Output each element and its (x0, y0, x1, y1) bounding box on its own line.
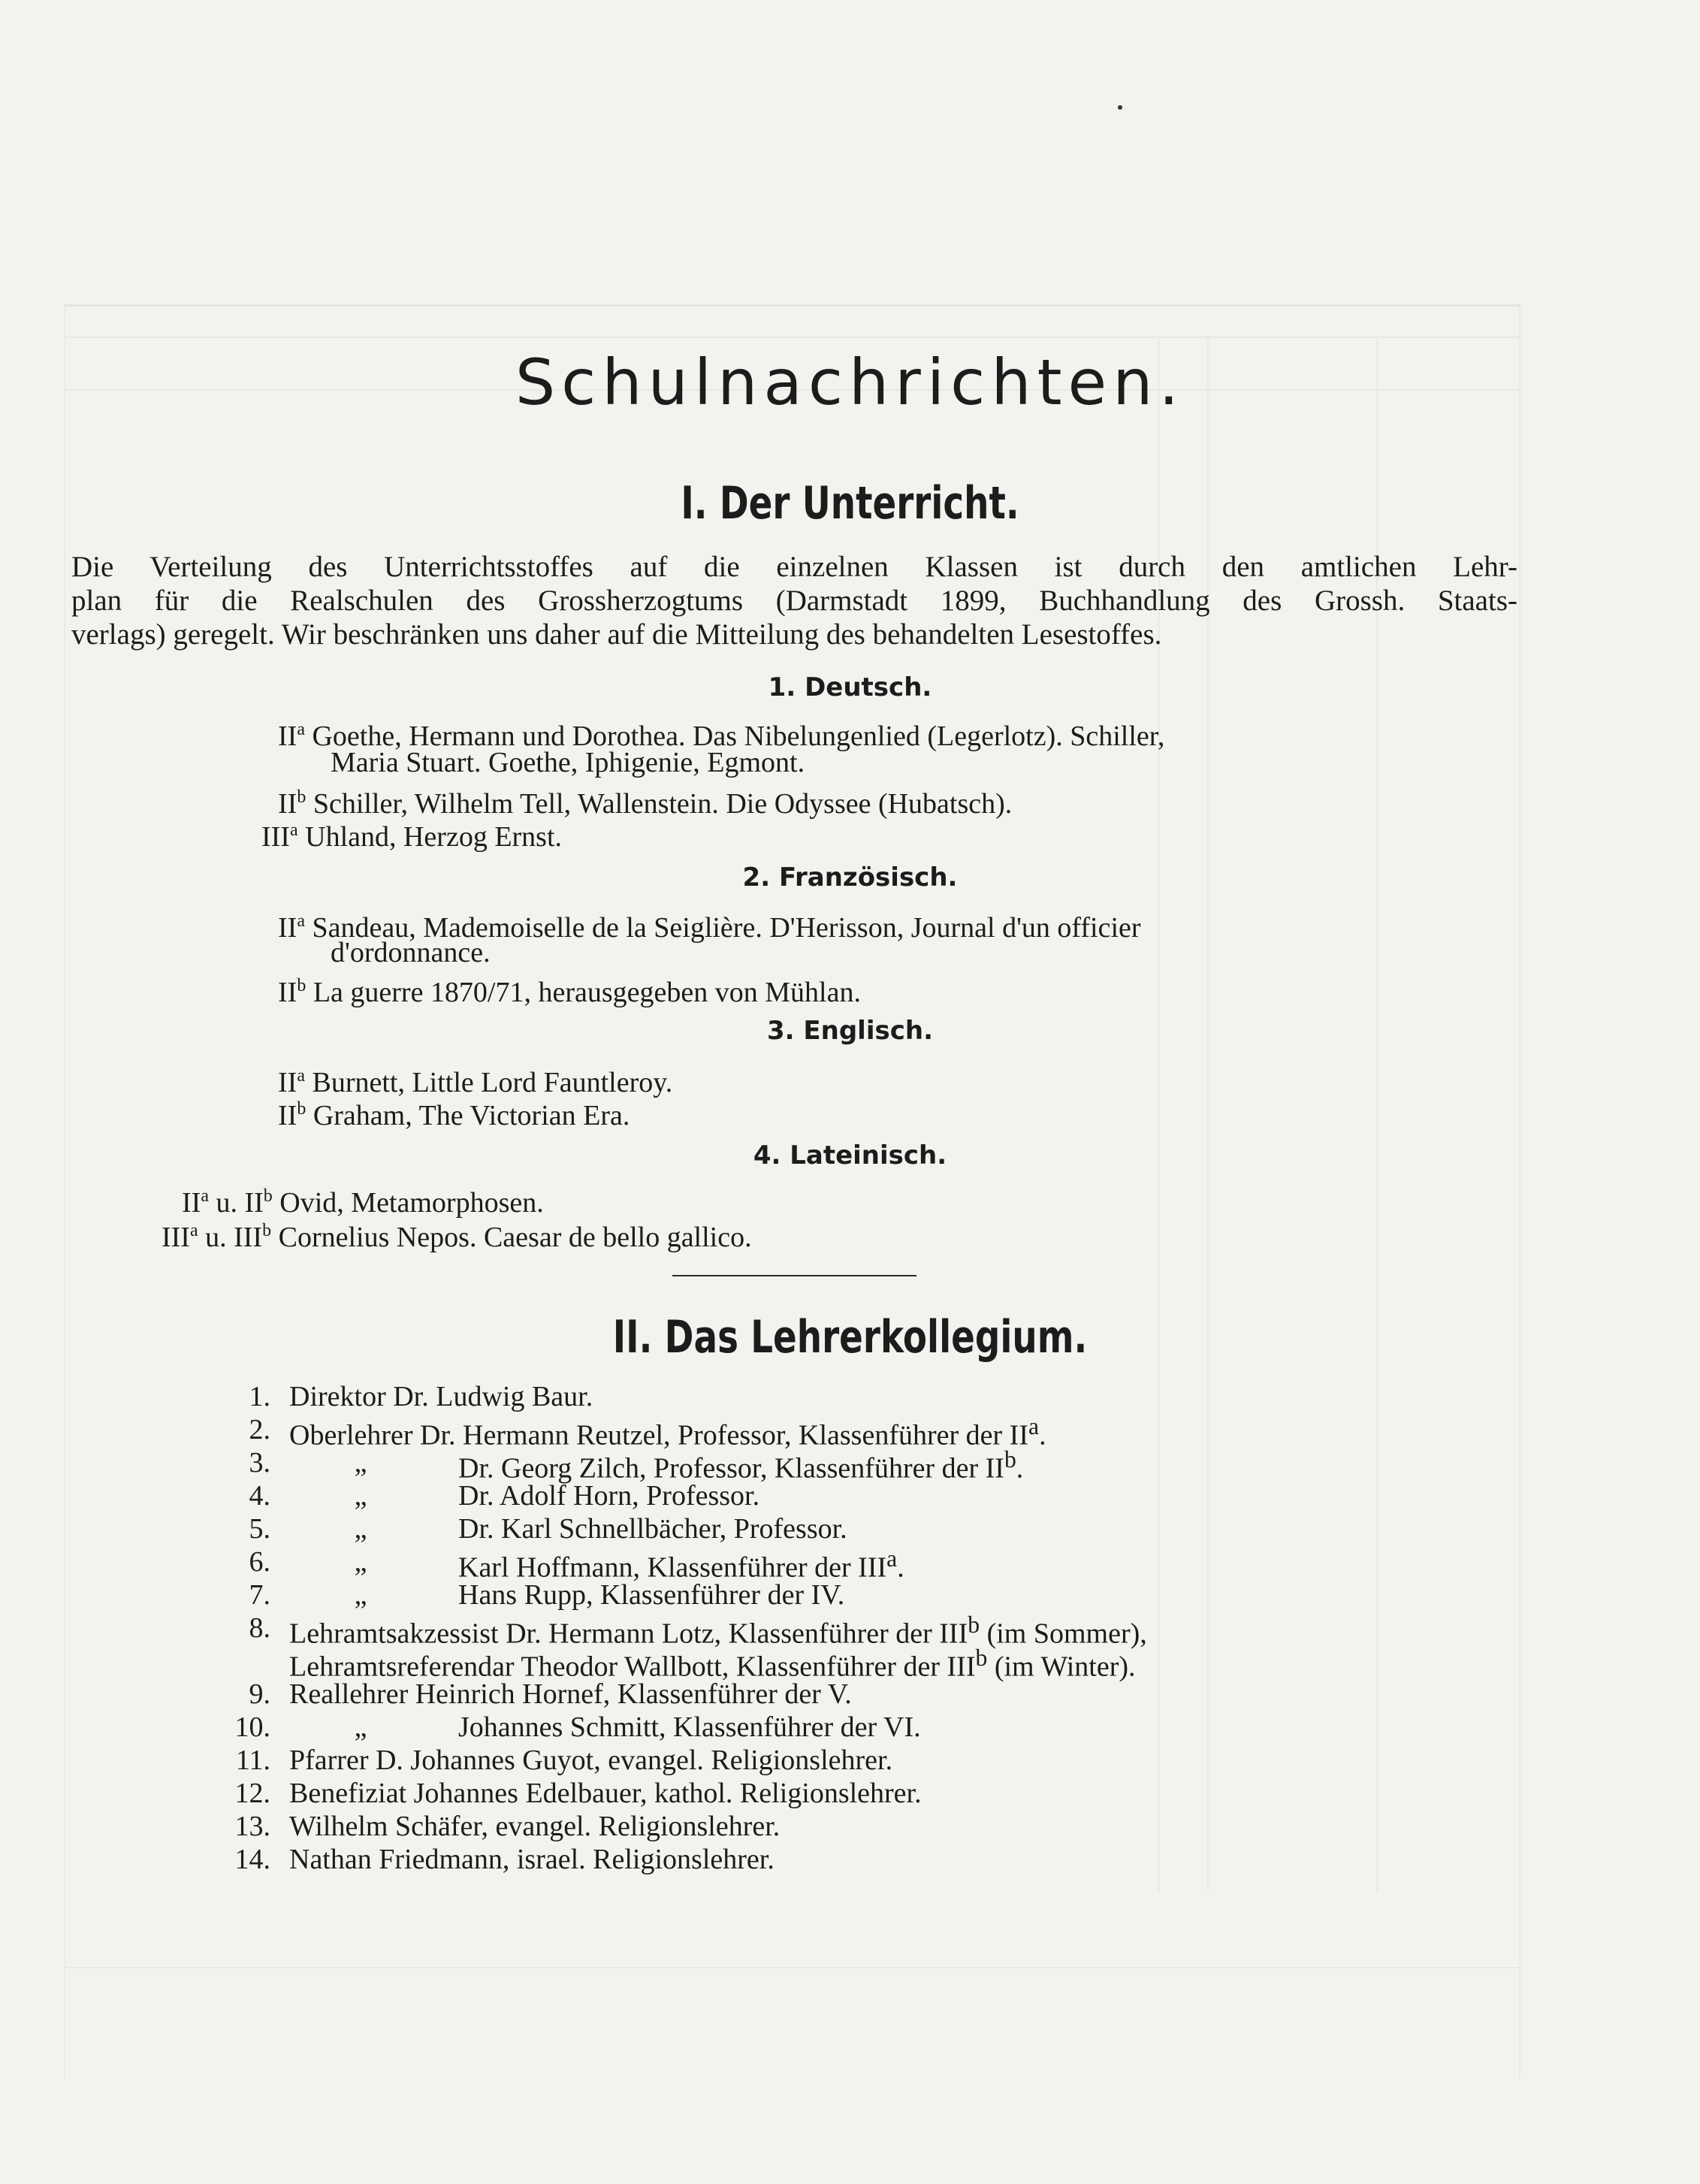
class-label: III$^b$ (234, 1221, 272, 1253)
staff-text: Dr. Adolf Horn, Professor. (458, 1480, 760, 1512)
ditto-mark: „ (354, 1546, 367, 1578)
staff-number: 3. (249, 1447, 270, 1479)
ditto-mark: „ (354, 1447, 367, 1479)
subject-heading-lateinisch: 4. Lateinisch. (753, 1140, 947, 1171)
ditto-mark: „ (354, 1711, 367, 1743)
subject-heading-franzoesisch: 2. Französisch. (742, 862, 958, 893)
entry-text: La guerre 1870/71, herausgegeben von Mühlan. (313, 977, 861, 1008)
staff-number: 13. (234, 1811, 270, 1842)
section-heading-unterricht: I. Der Unterricht. (681, 477, 1019, 530)
staff-text: Dr. Georg Zilch, Professor, Klassenführer der $II^b$. (458, 1446, 1024, 1485)
class-label: $II^a$ (278, 1066, 305, 1098)
staff-number: 1. (249, 1381, 270, 1412)
staff-text-continuation: Lehramtsreferendar Theodor Wallbott, Klassenführer der III$^b$ (im Winter). (289, 1645, 1136, 1683)
entry-text: Cornelius Nepos. Caesar de bello gallico. (278, 1222, 752, 1253)
staff-number: 2. (249, 1414, 270, 1445)
staff-text: Nathan Friedmann, israel. Religionslehrer. (289, 1844, 775, 1875)
ditto-mark: „ (354, 1480, 367, 1512)
intro-line: plan für die Realschulen des Grossherzogtums (Darmstadt 1899, Buchhandlung des Grossh. Staats- (71, 585, 1517, 617)
staff-text: Lehramtsakzessist Dr. Hermann Lotz, Klassenführer der III$^b$ (im Sommer), (289, 1612, 1147, 1650)
ditto-mark: „ (354, 1579, 367, 1611)
page-title: Schulnachrichten. (515, 346, 1185, 419)
staff-text: Reallehrer Heinrich Hornef, Klassenführer der V. (289, 1678, 852, 1710)
staff-text: Johannes Schmitt, Klassenführer der VI. (458, 1711, 921, 1743)
reading-entry-continuation: d'ordonnance. (331, 937, 491, 968)
class-label: $II^b$ (278, 1099, 306, 1131)
staff-number: 6. (249, 1546, 270, 1578)
staff-number: 4. (249, 1480, 270, 1512)
class-label: III$^a$ (261, 820, 298, 853)
staff-text: Direktor Dr. Ludwig Baur. (289, 1381, 593, 1412)
staff-text: Hans Rupp, Klassenführer der IV. (458, 1579, 845, 1611)
staff-text: Benefiziat Johannes Edelbauer, kathol. Religionslehrer. (289, 1778, 922, 1809)
reading-entry-continuation: Maria Stuart. Goethe, Iphigenie, Egmont. (331, 747, 805, 778)
class-label: $II^a$ (278, 911, 305, 944)
staff-number: 5. (249, 1513, 270, 1545)
class-label: $II^b$ (278, 787, 306, 820)
staff-number: 10. (234, 1711, 270, 1743)
staff-number: 7. (249, 1579, 270, 1611)
reading-entry (278, 1092, 630, 1132)
ink-speck (1118, 105, 1122, 110)
subject-heading-englisch: 3. Englisch. (767, 1016, 933, 1046)
reading-entry: III$^a$ u. III$^b$ Cornelius Nepos. Caesar de bello gallico. (162, 1221, 752, 1253)
entry-text: Graham, The Victorian Era. (313, 1100, 630, 1131)
staff-text: Wilhelm Schäfer, evangel. Religionslehrer. (289, 1811, 781, 1842)
staff-text: Dr. Karl Schnellbächer, Professor. (458, 1513, 847, 1545)
class-label: $II^a$ (182, 1186, 209, 1219)
ditto-mark: „ (354, 1513, 367, 1545)
intro-line: verlags) geregelt. Wir beschränken uns daher auf die Mitteilung des behandelten Lesestoffes. (71, 618, 1162, 651)
staff-number: 8. (249, 1612, 270, 1644)
section-divider (672, 1275, 916, 1276)
staff-number: 14. (234, 1844, 270, 1875)
entry-text: Uhland, Herzog Ernst. (305, 821, 563, 853)
reading-entry (261, 814, 562, 853)
staff-number: 12. (234, 1778, 270, 1809)
intro-paragraph (71, 550, 1517, 651)
entry-text: Sandeau, Mademoiselle de la Seiglière. D'Herisson, Journal d'un officier (312, 912, 1141, 944)
class-label: $II^a$ (278, 720, 305, 752)
staff-text: Pfarrer D. Johannes Guyot, evangel. Religionslehrer. (289, 1744, 893, 1776)
class-label: $II^b$ (244, 1186, 273, 1219)
entry-text: Ovid, Metamorphosen. (279, 1187, 544, 1219)
intro-line: Die Verteilung des Unterrichtsstoffes auf die einzelnen Klassen ist durch den amtlichen Lehr- (71, 551, 1517, 583)
staff-text: Karl Hoffmann, Klassenführer der III$^a$. (458, 1545, 904, 1584)
class-label: $II^b$ (278, 976, 306, 1008)
entry-text: Goethe, Hermann und Dorothea. Das Nibelungenlied (Legerlotz). Schiller, (312, 720, 1165, 752)
entry-text: Burnett, Little Lord Fauntleroy. (312, 1067, 673, 1098)
entry-text: Schiller, Wilhelm Tell, Wallenstein. Die Odyssee (Hubatsch). (313, 788, 1013, 820)
staff-number: 9. (249, 1678, 270, 1710)
section-heading-lehrerkollegium: II. Das Lehrerkollegium. (612, 1311, 1088, 1364)
staff-number: 11. (235, 1744, 270, 1776)
reading-entry (278, 969, 861, 1009)
subject-heading-deutsch: 1. Deutsch. (768, 672, 932, 702)
class-label: III$^a$ (162, 1221, 198, 1253)
staff-text: Oberlehrer Dr. Hermann Reutzel, Professor, Klassenführer der $II^a$. (289, 1413, 1046, 1451)
reading-entry: $II^a$ u. $II^b$ Ovid, Metamorphosen. (182, 1186, 544, 1219)
